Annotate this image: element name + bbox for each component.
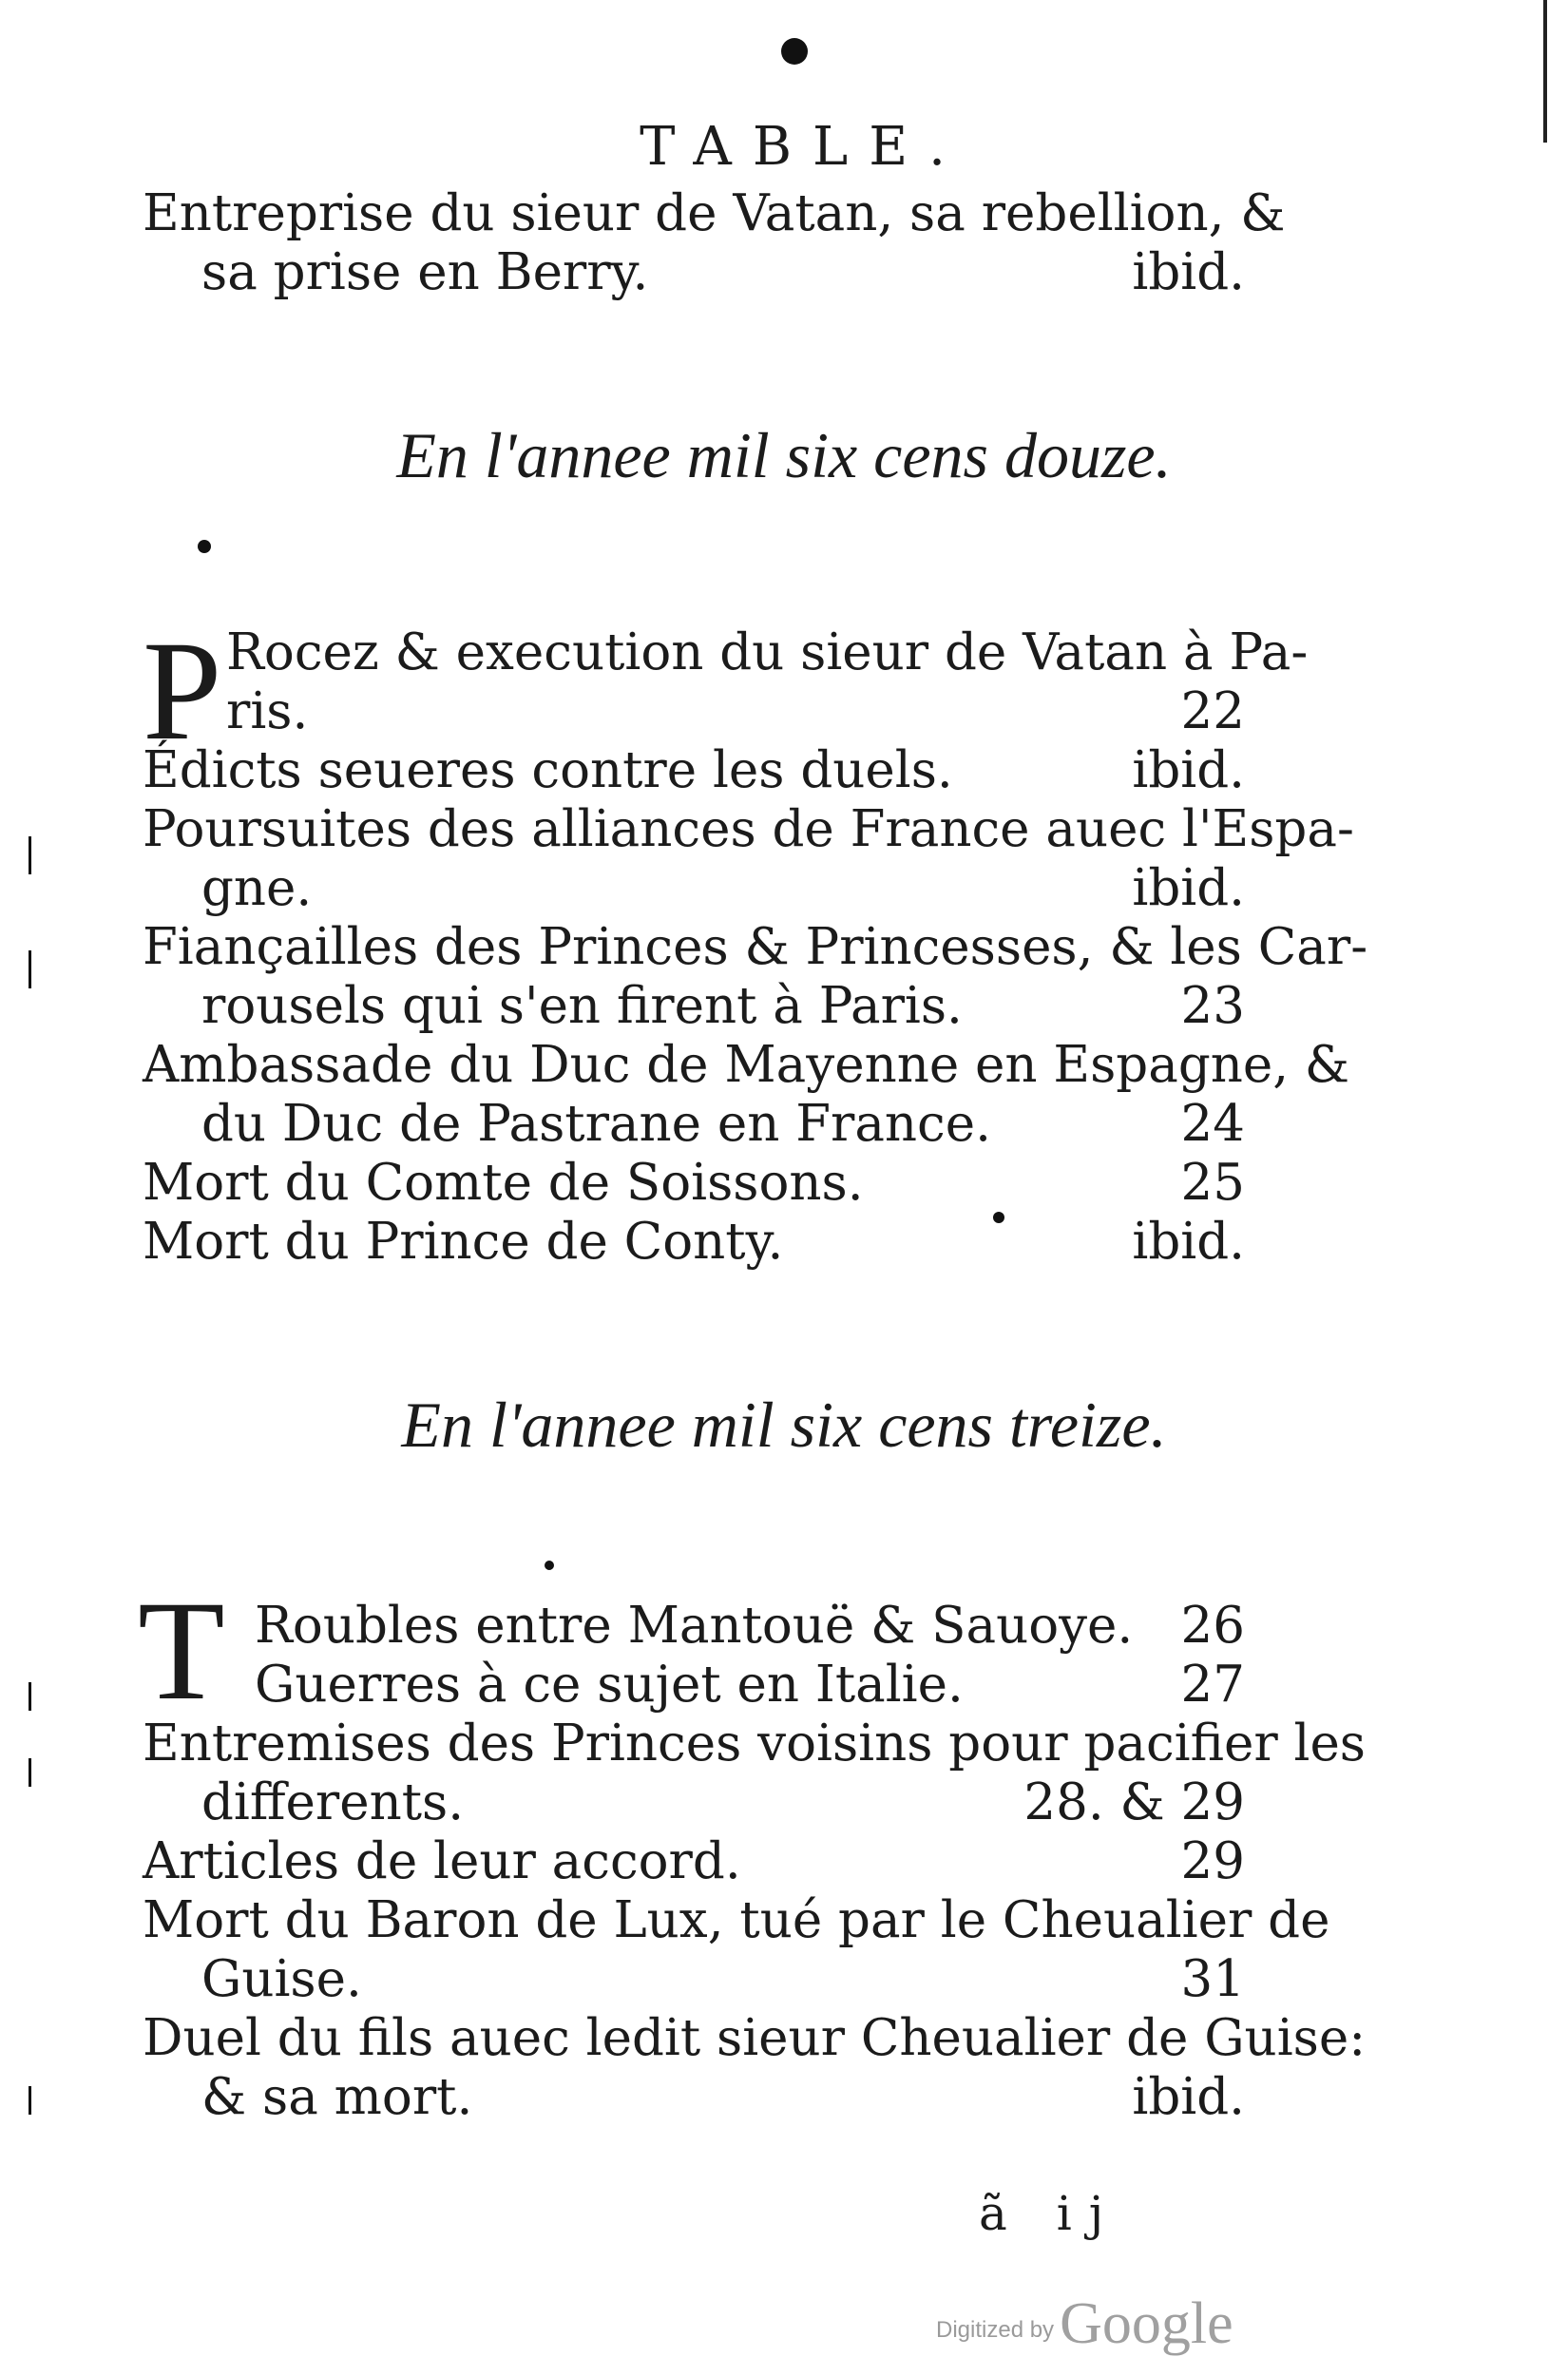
entry-line <box>143 1950 1245 2009</box>
entry-line <box>143 2068 1245 2127</box>
entry-line-text: differents. <box>201 1773 465 1831</box>
page-number: 31 <box>1180 1950 1245 2008</box>
page-number: 27 <box>1180 1656 1245 1714</box>
entry-line <box>143 859 1245 918</box>
entry-line <box>143 1656 1245 1715</box>
digitized-watermark <box>936 2290 1233 2358</box>
page-number: 29 <box>1180 1832 1245 1890</box>
toc-entry <box>143 1154 1245 1213</box>
page-number: ibid. <box>1132 859 1245 917</box>
drop-cap-p: P <box>143 612 222 770</box>
toc-entry <box>143 623 1309 741</box>
entry-line: Entreprise du sieur de Vatan, sa rebellion, & <box>143 184 1286 242</box>
entry-line-text: Guise. <box>201 1950 362 2008</box>
ink-spot <box>781 38 808 65</box>
entry-line <box>143 1213 1245 1272</box>
page-number: ibid. <box>1132 243 1245 301</box>
page-number: ibid. <box>1132 2068 1245 2126</box>
entry-line <box>143 741 1245 800</box>
signature-mark: ã ij <box>979 2186 1121 2241</box>
entry-line-text: ris. <box>226 682 309 740</box>
toc-entry <box>143 1036 1350 1154</box>
entry-line <box>143 977 1245 1036</box>
section-heading-1613: En l'annee mil six cens treize. <box>401 1389 1167 1461</box>
page-number: ibid. <box>1132 1213 1245 1271</box>
margin-mark <box>29 1682 31 1711</box>
entry-line <box>143 1597 1245 1656</box>
entry-line-text: Édicts seueres contre les duels. <box>143 741 953 799</box>
entry-line-text: Guerres à ce sujet en Italie. <box>255 1656 964 1714</box>
entry-line: Entremises des Princes voisins pour pacifier les <box>143 1715 1367 1772</box>
watermark-prefix: Digitized by <box>936 2317 1055 2343</box>
toc-entry <box>143 741 1245 800</box>
entry-line-text: & sa mort. <box>201 2068 473 2126</box>
toc-entry <box>143 1597 1245 1656</box>
page-number: 22 <box>1180 682 1245 740</box>
entry-line-text: Mort du Comte de Soissons. <box>143 1154 864 1212</box>
entry-line: Fiançailles des Princes & Princesses, & les Car- <box>143 918 1368 976</box>
entry-line <box>143 1773 1245 1832</box>
entry-line: Poursuites des alliances de France auec l'Espa- <box>143 800 1354 858</box>
page-number: 23 <box>1180 977 1245 1035</box>
entry-line: Duel du fils auec ledit sieur Cheualier de Guise: <box>143 2009 1367 2067</box>
entry-line: Rocez & execution du sieur de Vatan à Pa- <box>226 623 1309 681</box>
section-heading-1612: En l'annee mil six cens douze. <box>396 419 1172 491</box>
google-logo: Google <box>1060 2291 1233 2356</box>
page-number: ibid. <box>1132 741 1245 799</box>
page-number: 28. & 29 <box>1023 1773 1245 1831</box>
toc-entry <box>143 918 1368 1036</box>
margin-mark <box>29 950 31 988</box>
margin-mark <box>29 2086 31 2115</box>
toc-entry <box>143 2009 1367 2127</box>
entry-line <box>143 1154 1245 1213</box>
entry-line-text: sa prise en Berry. <box>201 243 649 301</box>
page-number: 25 <box>1180 1154 1245 1212</box>
entry-line-text: du Duc de Pastrane en France. <box>201 1095 991 1153</box>
entry-line-text: gne. <box>201 859 313 917</box>
entry-line-text: Roubles entre Mantouë & Sauoye. <box>255 1597 1134 1655</box>
page-number: 26 <box>1180 1597 1245 1655</box>
toc-entry <box>143 1656 1245 1715</box>
entry-line-text: rousels qui s'en firent à Paris. <box>201 977 963 1035</box>
toc-entry <box>143 184 1286 302</box>
entry-line: Mort du Baron de Lux, tué par le Cheualier de <box>143 1891 1330 1949</box>
entry-line: Ambassade du Duc de Mayenne en Espagne, & <box>143 1036 1350 1094</box>
margin-mark <box>29 1758 31 1787</box>
entry-line <box>143 1832 1245 1891</box>
toc-entry <box>143 1715 1367 1832</box>
toc-entry <box>143 1832 1245 1891</box>
ink-spot <box>545 1561 554 1570</box>
page-number: 24 <box>1180 1095 1245 1153</box>
toc-entry <box>143 1891 1330 2009</box>
toc-entry <box>143 800 1354 918</box>
margin-mark <box>29 836 31 874</box>
entry-line <box>143 1095 1245 1154</box>
entry-line-text: Mort du Prince de Conty. <box>143 1213 784 1271</box>
drop-cap-t: T <box>138 1572 225 1730</box>
entry-line-text: Articles de leur accord. <box>143 1832 741 1890</box>
ink-spot <box>198 540 211 553</box>
toc-entry <box>143 1213 1245 1272</box>
entry-line <box>143 682 1245 741</box>
page-title: TABLE. <box>640 116 966 178</box>
entry-line <box>143 243 1245 302</box>
